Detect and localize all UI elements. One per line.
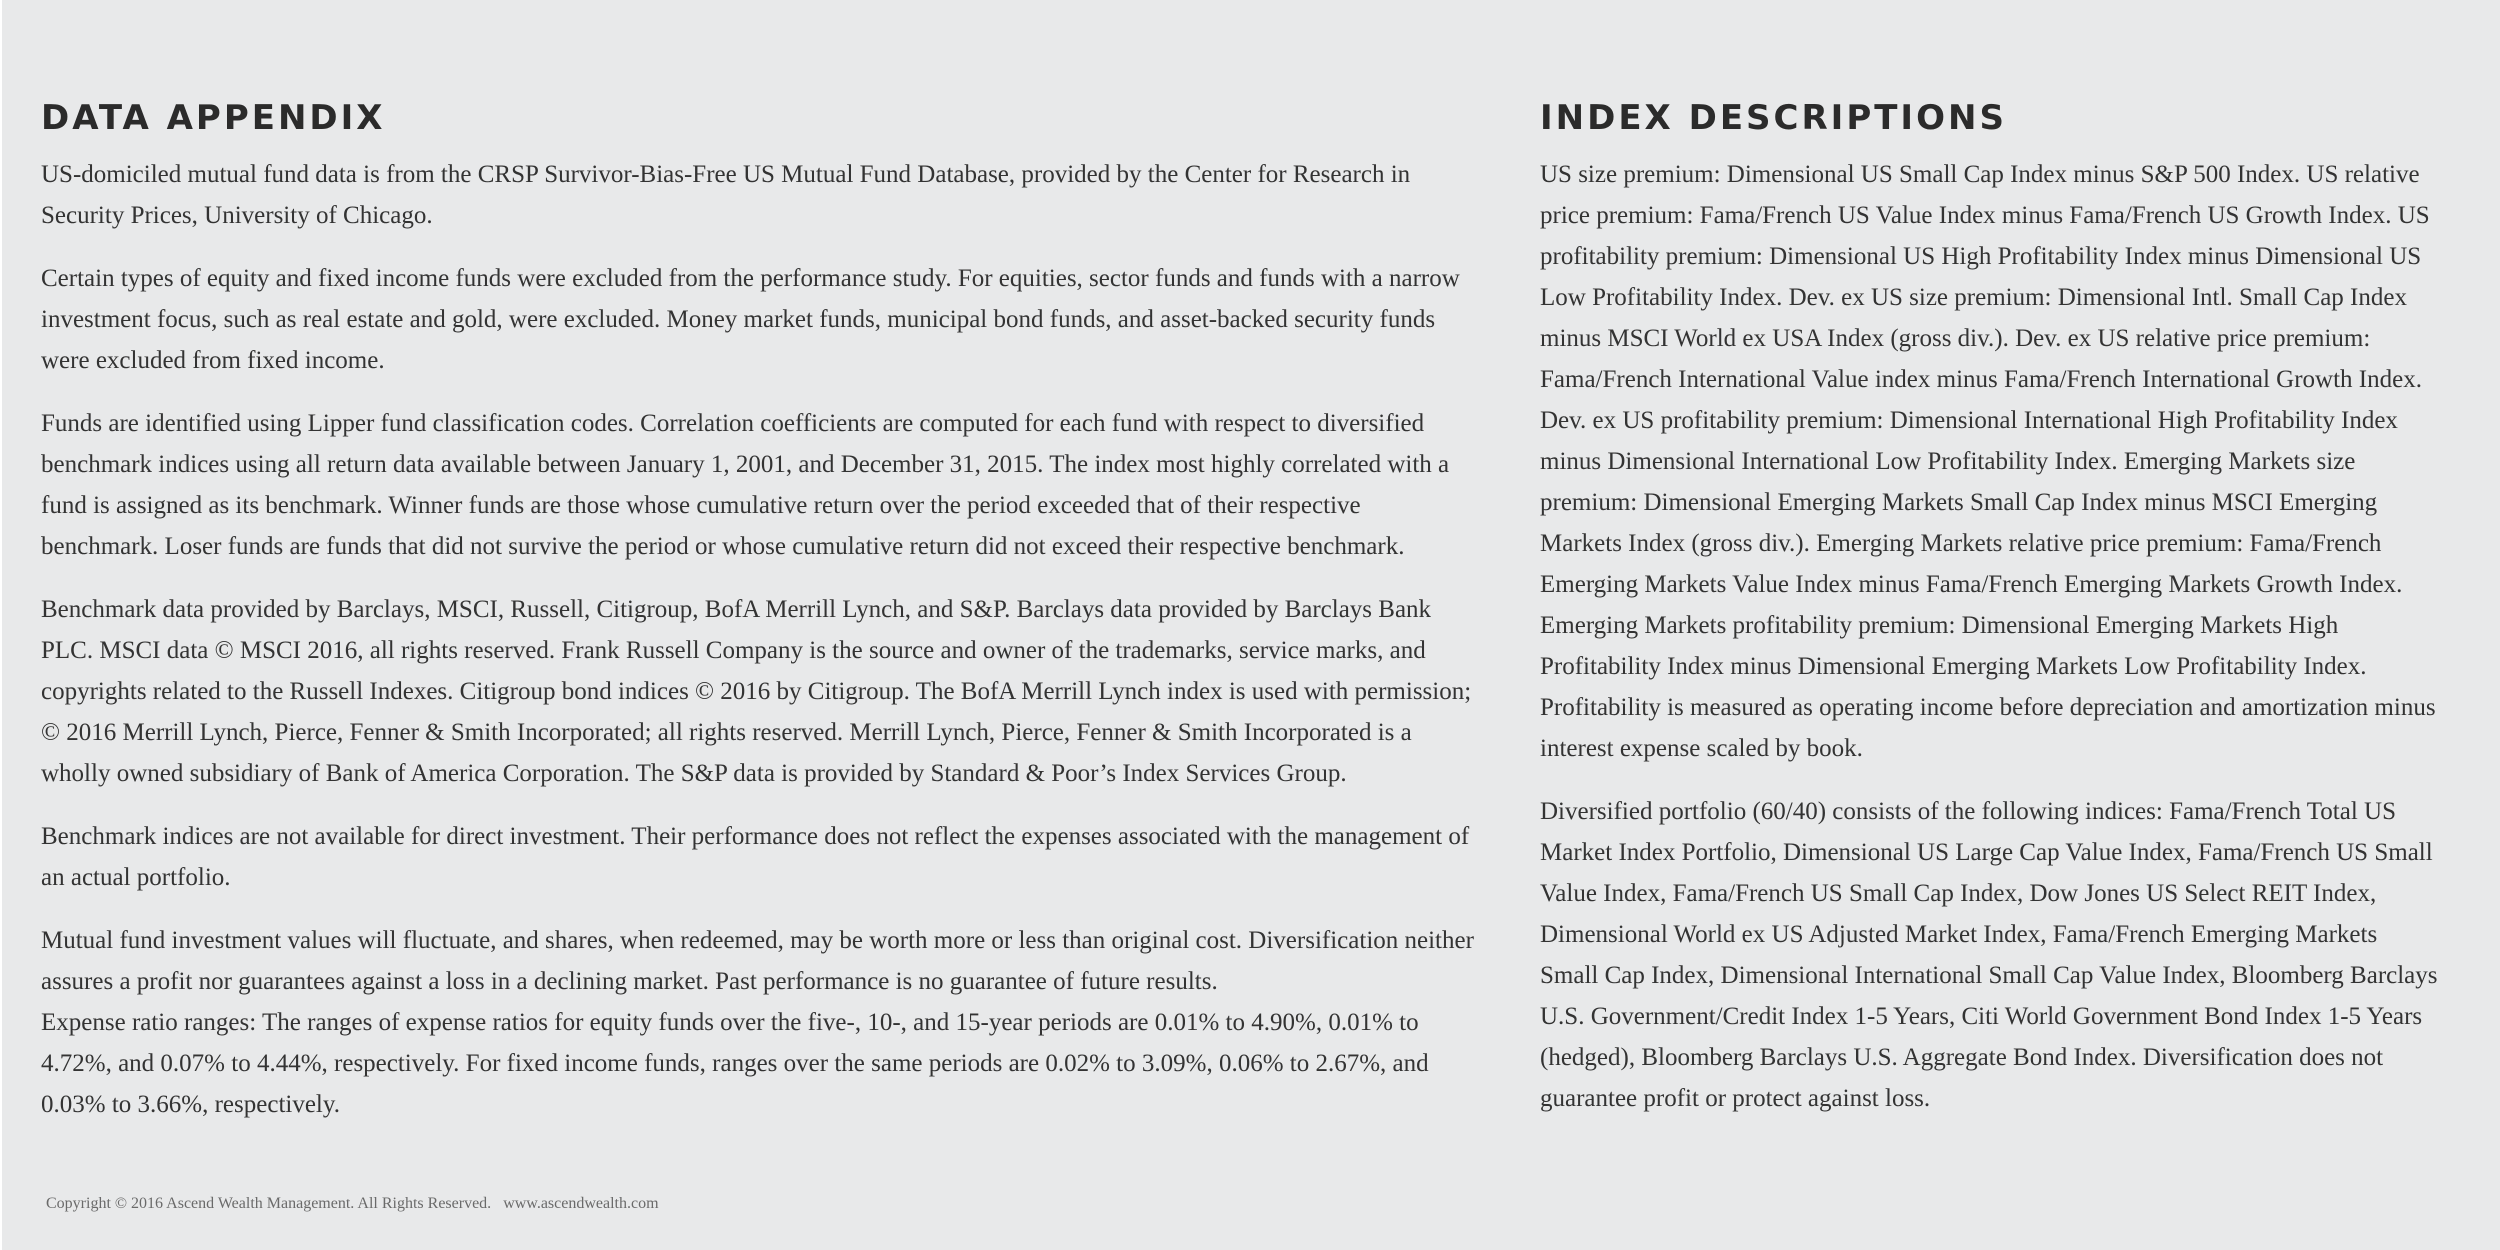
website-link[interactable]: www.ascendwealth.com [503, 1195, 659, 1212]
investment-values-paragraph: Mutual fund investment values will fluctuate, and shares, when redeemed, may be worth more or less than original cost. Diversification neither assures a profit nor guarantees against a loss in a declining market. Past performance is no guarantee of future results. [41, 927, 1474, 995]
diversified-portfolio-paragraph: Diversified portfolio (60/40) consists of the following indices: Fama/French Total US Market Index Portfolio, Dimensional US Large Cap Value Index, Fama/French US Small Value Index, Fama/French US Small Cap Index, Dow Jones US Select REIT Index, Dimensional World ex US Adjusted Market Index, Fama/French Emerging Markets Small Cap Index, Dimensional International Small Cap Value Index, Bloomberg Barclays U.S. Government/Credit Index 1-5 Years, Citi World Government Bond Index 1-5 Years (hedged), Bloomberg Barclays U.S. Aggregate Bond Index. Diversification does not guarantee profit or protect against loss. [1540, 798, 2438, 1112]
data-appendix-heading: DATA APPENDIX [41, 98, 386, 138]
benchmark-indices-paragraph: Benchmark indices are not available for direct investment. Their performance does not reflect the expenses associated with the management of an actual portfolio. [41, 823, 1470, 891]
crsp-source-paragraph: US-domiciled mutual fund data is from the CRSP Survivor-Bias-Free US Mutual Fund Database, provided by the Center for Research in Security Prices, University of Chicago. [41, 161, 1411, 229]
benchmark-data-paragraph: Benchmark data provided by Barclays, MSCI, Russell, Citigroup, BofA Merrill Lynch, and S&P. Barclays data provided by Barclays Bank PLC. MSCI data © MSCI 2016, all rights reserved. Frank Russell Company is the source and owner of the trademarks, service marks, and copyrights related to the Russell Indexes. Citigroup bond indices © 2016 by Citigroup. The BofA Merrill Lynch index is used with permission; © 2016 Merrill Lynch, Pierce, Fenner & Smith Incorporated; all rights reserved. Merrill Lynch, Pierce, Fenner & Smith Incorporated is a wholly owned subsidiary of Bank of America Corporation. The S&P data is provided by Standard & Poor’s Index Services Group. [41, 596, 1472, 787]
expense-ratio-paragraph: Expense ratio ranges: The ranges of expense ratios for equity funds over the five-, 10-, and 15-year periods are 0.01% to 4.90%, 0.01% to 4.72%, and 0.07% to 4.44%, respectively. For fixed income funds, ranges over the same periods are 0.02% to 3.09%, 0.06% to 2.67%, and 0.03% to 3.66%, respectively. [41, 1009, 1429, 1118]
copyright-text: Copyright © 2016 Ascend Wealth Management. All Rights Reserved. [46, 1195, 492, 1212]
excluded-funds-paragraph: Certain types of equity and fixed income funds were excluded from the performance study. For equities, sector funds and funds with a narrow investment focus, such as real estate and gold, were excluded. Money market funds, municipal bond funds, and asset-backed security funds were excluded from fixed income. [41, 265, 1460, 374]
fund-classification-paragraph: Funds are identified using Lipper fund classification codes. Correlation coefficients are computed for each fund with respect to diversified benchmark indices using all return data available between January 1, 2001, and December 31, 2015. The index most highly correlated with a fund is assigned as its benchmark. Winner funds are those whose cumulative return over the period exceeded that of their respective benchmark. Loser funds are funds that did not survive the period or whose cumulative return did not exceed their respective benchmark. [41, 410, 1450, 560]
data-appendix-section [41, 96, 1481, 1147]
premium-definitions-paragraph: US size premium: Dimensional US Small Cap Index minus S&P 500 Index. US relative price premium: Fama/French US Value Index minus Fama/French US Growth Index. US profitability premium: Dimensional US High Profitability Index minus Dimensional US Low Profitability Index. Dev. ex US size premium: Dimensional Intl. Small Cap Index minus MSCI World ex USA Index (gross div.). Dev. ex US relative price premium: Fama/French International Value index minus Fama/French International Growth Index. Dev. ex US profitability premium: Dimensional International High Profitability Index minus Dimensional International Low Profitability Index. Emerging Markets size premium: Dimensional Emerging Markets Small Cap Index minus MSCI Emerging Markets Index (gross div.). Emerging Markets relative price premium: Fama/French Emerging Markets Value Index minus Fama/French Emerging Markets Growth Index. Emerging Markets profitability premium: Dimensional Emerging Markets High Profitability Index minus Dimensional Emerging Markets Low Profitability Index. Profitability is measured as operating income before depreciation and amortization minus interest expense scaled by book. [1540, 161, 2436, 762]
index-descriptions-section [1540, 96, 2440, 1141]
page-left-border [0, 0, 2, 1250]
page-footer [46, 1195, 659, 1213]
index-descriptions-heading: INDEX DESCRIPTIONS [1540, 98, 2007, 138]
